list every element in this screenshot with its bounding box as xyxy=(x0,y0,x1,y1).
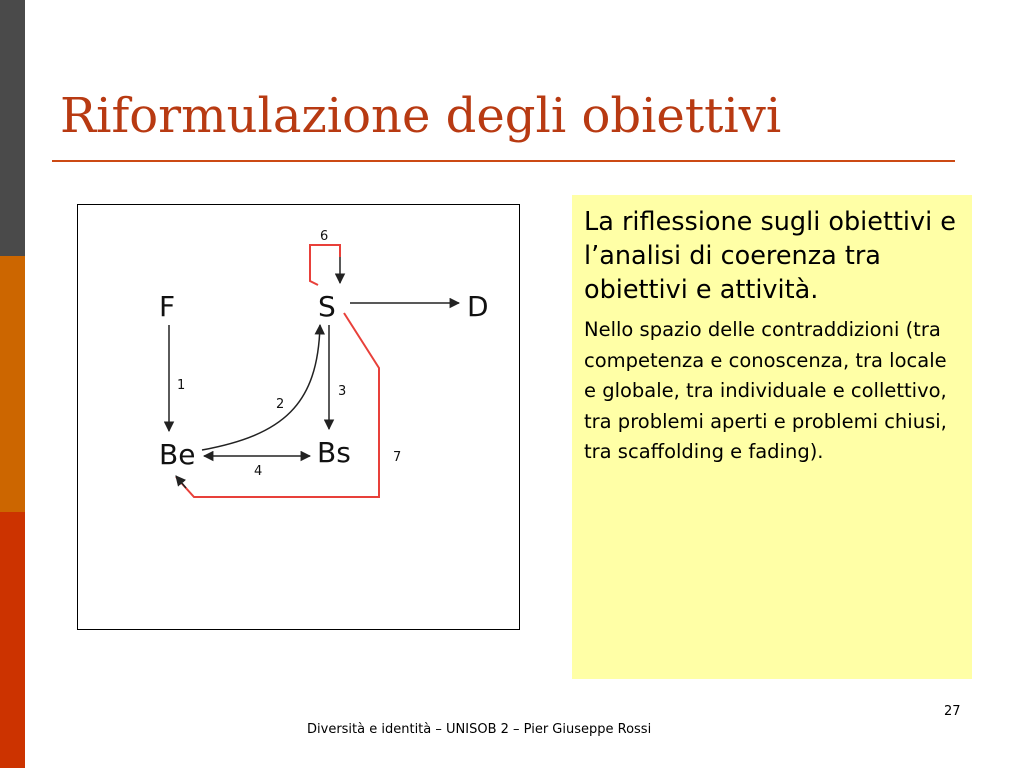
sidebar-segment-dark xyxy=(0,0,25,256)
title-underline xyxy=(52,160,955,162)
edge-label-2: 2 xyxy=(276,397,285,412)
diagram-frame xyxy=(77,204,520,630)
page-number: 27 xyxy=(944,704,961,719)
node-be: Be xyxy=(159,438,196,471)
node-d: D xyxy=(467,290,489,323)
edge-label-1: 1 xyxy=(177,378,186,393)
sidebar-segment-orange xyxy=(0,256,25,512)
edge-label-4: 4 xyxy=(254,464,263,479)
note-heading: La riflessione sugli obiettivi e l’analisi di coerenza tra obiettivi e attività. xyxy=(584,207,956,305)
diagram xyxy=(78,205,519,629)
note-body: Nello spazio delle contraddizioni (tra competenza e conoscenza, tra locale e globale, tra individuale e collettivo, tra problemi aperti e problemi chiusi, tra scaffolding e fading). xyxy=(584,318,947,463)
note-box xyxy=(572,195,972,679)
slide-title: Riformulazione degli obiettivi xyxy=(60,88,782,144)
node-f: F xyxy=(159,290,176,323)
node-s: S xyxy=(318,290,336,323)
edge-7-arrow xyxy=(176,476,186,488)
edge-label-3: 3 xyxy=(338,384,347,399)
edge-label-6: 6 xyxy=(320,229,329,244)
edge-2 xyxy=(202,325,320,450)
sidebar-segment-red xyxy=(0,512,25,768)
edge-6-loop xyxy=(310,245,340,285)
node-bs: Bs xyxy=(317,436,351,469)
edge-label-7: 7 xyxy=(393,450,402,465)
footer-text: Diversità e identità – UNISOB 2 – Pier Giuseppe Rossi xyxy=(307,722,652,737)
